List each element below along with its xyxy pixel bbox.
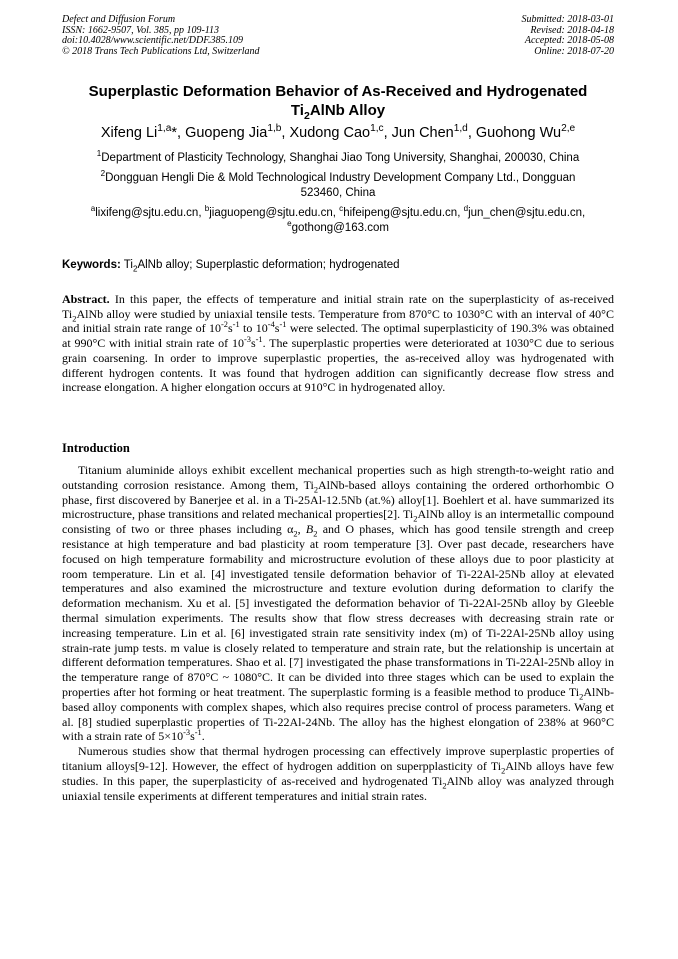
keywords-ti: Ti [123,259,133,271]
abstract-text: AlNb alloy were studied by uniaxial tensile tests. Temperature from 870°C to 1030°C with an interval of 40°C and initial strain rate range of 10 [62,306,614,336]
paper-title [62,82,614,120]
superscript: -4 [267,320,275,330]
keywords-sub: 2 [132,264,138,274]
paragraph-text: and O phases, which has good tensile strength and creep resistance at high temperature and bad plasticity at room temperature [3]. Over past decade, researchers have focused on high temperature formability and microstructure evolution of these alloys due to poor plasticity at room temperature. Lin et al. [4] investigated tensile deformation behavior of Ti-22Al-25Nb alloy at elevated temperatures and also examined the microstructure and texture evolution during deformation to clarify the deformation mechanism. Xu et al. [5] investigated the deformation behavior of Ti-22Al-25Nb alloy by Gleeble thermal simulation experiments. The results show that flow stress decreases with decreasing strain rate or increasing temperature. Lin et al. [6] investigated strain rate sensitivity index (m) of Ti-22Al-25Nb alloy using strain-rate jump tests. m value is closely related to temperature and strain rate, but the relationship is uncertain at different deformation temperatures. Shao et al. [7] investigated the phase transformations in Ti-22Al-25Nb alloy in the temperature range of 870°C ~ 1080°C. It can be divided into three stages which can be used to explain the properties after hot forming or heat treatment. The superplastic forming is a feasible method to produce Ti [62,522,615,699]
subscript: 2 [72,314,77,324]
paragraph-text: . [201,729,205,744]
corresponding-mark: * [171,125,178,141]
email-d[interactable]: jun_chen@sjtu.edu.cn [468,207,583,219]
affiliation-2-line-1 [62,171,614,186]
keywords-text: AlNb alloy; Superplastic deformation; hydrogenated [137,259,400,271]
email-c[interactable]: hifeipeng@sjtu.edu.cn [343,207,458,219]
author-affil-sup: 1,c [370,123,384,135]
superscript: -2 [221,320,228,330]
accepted-date: Accepted: 2018-05-08 [524,35,614,46]
subscript: 2 [579,692,584,702]
affiliation-2-line-2: 523460, China [300,186,376,199]
online-date: Online: 2018-07-20 [534,45,614,57]
author-emails [62,206,614,235]
introduction-paragraph-2 [62,744,614,803]
submitted-date: Submitted: 2018-03-01 [521,14,614,25]
affiliation-number: 1 [96,149,102,159]
email-e[interactable]: gothong@163.com [291,221,389,234]
author-3 [289,125,383,141]
doi-line: doi:10.4028/www.scientific.net/DDF.385.109 [62,35,244,46]
superscript: -1 [279,320,287,330]
author-name: Guohong Wu [475,125,562,141]
paragraph-text: Titanium aluminide alloys exhibit excellent mechanical properties such as high strength-to-weight ratio and outstanding corrosion resistance. Among them, Ti [62,463,614,492]
subscript: 2 [313,485,319,495]
author-1 [101,125,177,141]
paragraph-text: AlNb-based alloys containing the ordered orthorhombic O phase, first discovered by Banerjee et al. in a Ti-25Al-12.5Nb (at.%) alloy[1]. Boehlert et al. have summarized its microstructure, phase transitions and related mechanical properties[2]. Ti [62,477,615,522]
abstract [62,292,614,395]
subscript: 2 [313,529,318,539]
author-list: Xifeng Li$^{1,a}$*, Guopeng Jia$^{1,b}$, Xudong Cao$^{1,c}$, Jun Chen$^{1,d}$, Guohong Wu$^{2,e}$ [100,123,576,141]
introduction-paragraph-1 [62,463,614,744]
abstract-text: . The superplastic properties were deteriorated at 1030°C due to serious grain coarsening. In order to improve superplastic properties, the as-received alloy was hydrogenated with different hydrogen contents. It was found that hydrogen addition can significantly decrease flow stress and increase elongation. A higher elongation occurs at 910°C in hydrogenated alloy. [62,336,614,395]
abstract-text: s [227,321,233,336]
abstract-label: Abstract. [62,292,110,306]
email-a[interactable]: lixifeng@sjtu.edu.cn [95,207,199,219]
author-name: Xifeng Li [100,125,158,141]
email-label-a: a [90,204,96,214]
author-name: Guopeng Jia [185,125,268,141]
keywords-label: Keywords: [62,259,121,271]
author-affil-sup: 1,b [267,123,282,135]
journal-info [62,15,260,57]
abstract-text: s [250,336,256,351]
author-affil-sup: 1,a [157,123,172,135]
subscript: 2 [413,514,418,524]
superscript: -1 [232,320,240,330]
subscript: 2 [293,529,298,539]
affiliation-1 [62,151,614,166]
paragraph-text: AlNb-based alloy components with complex shapes, which also requires precise control of process parameters. Wang et al. [8] studied superplastic properties of Ti-22Al-24Nb. The alloy has the highest elongation of 238% at 960°C with a strain rate of 5×10 [62,684,614,744]
paragraph-text: , [297,522,306,537]
affiliation-2 [62,171,614,200]
revised-date: Revised: 2018-04-18 [530,24,614,36]
email-label-d: d [463,204,469,214]
title-sub: 2 [303,110,310,122]
affiliation-text: Department of Plasticity Technology, Shanghai Jiao Tong University, Shanghai, 200030, China [101,152,580,164]
email-label-e: e [287,218,292,228]
affiliation-number: 2 [100,169,106,179]
abstract-text: were selected. The optimal superplasticity of 190.3% was obtained at 990°C with initial strain rate of 10 [62,321,615,351]
abstract-text: In this paper, the effects of temperature and initial strain rate on the superplasticity of as-received Ti [62,292,615,321]
paragraph-text: AlNb alloys have few studies. In this paper, the superplasticity of as-received and hydrogenated Ti [62,758,614,788]
abstract-text: s [274,321,280,336]
paragraph-text: Numerous studies show that thermal hydrogen processing can effectively improve superplastic properties of titanium alloys[9-12]. However, the effect of hydrogen addition on superpplasticity of Ti [62,744,614,773]
introduction-body [62,463,614,803]
author-5 [476,125,575,141]
dates-info [522,15,615,57]
subscript: 2 [501,766,506,776]
email-line-2 [62,218,614,236]
affiliation-text: Dongguan Hengli Die & Mold Technological Industry Development Company Ltd., Dongguan [105,172,576,184]
issn-line: ISSN: 1662-9507, Vol. 385, pp 109-113 [62,24,220,36]
author-name: Xudong Cao [289,125,371,141]
paragraph-text: AlNb alloy was analyzed through uniaxial tensile experiments at different temperatures and initial strain rates. [62,773,615,803]
abstract-text: to 10 [239,321,268,336]
email-line-1: $^a$lixifeng@sjtu.edu.cn, $^b$jiaguopeng@sjtu.edu.cn, $^c$hifeipeng@sjtu.edu.cn, $^d$jun_chen@sjtu.edu.cn, [90,204,586,219]
paragraph-text: AlNb alloy is an intermetallic compound consisting of two or three phases including α [62,507,614,537]
author-2 [185,125,281,141]
journal-name: Defect and Diffusion Forum [62,14,176,25]
keywords [62,258,614,272]
introduction-heading: Introduction [62,441,130,455]
author-name: Jun Chen [391,125,454,141]
phase-b2: B [305,522,314,537]
email-b[interactable]: jiaguopeng@sjtu.edu.cn [209,207,333,219]
email-label-b: b [204,204,210,214]
email-label-c: c [339,204,344,214]
superscript: -3 [243,335,251,345]
paragraph-text: s [190,729,195,744]
author-4 [392,125,468,141]
title-ti: Ti [290,102,304,119]
author-affil-sup: 2,e [561,123,576,135]
title-alnb: AlNb Alloy [309,102,386,119]
copyright-line: © 2018 Trans Tech Publications Ltd, Switzerland [62,45,260,57]
title-line-2 [62,101,614,120]
superscript: -1 [255,335,263,345]
superscript: -1 [194,728,202,738]
superscript: -3 [183,728,191,738]
title-line-1: Superplastic Deformation Behavior of As-Received and Hydrogenated [88,83,588,100]
author-affil-sup: 1,d [453,123,468,135]
subscript: 2 [442,781,447,791]
